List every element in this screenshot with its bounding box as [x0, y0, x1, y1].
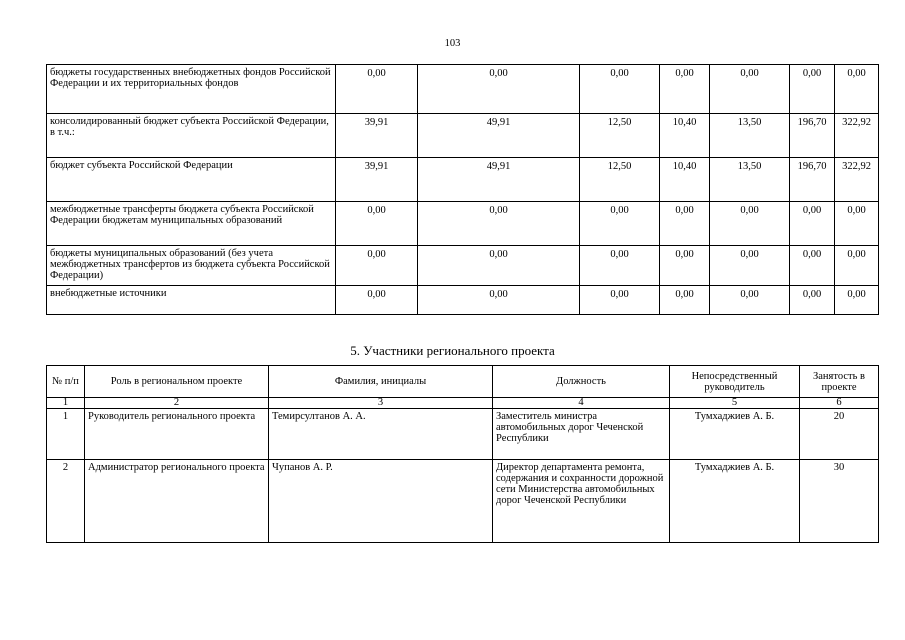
budget-value-cell: 0,00: [336, 65, 418, 114]
participant-position: Директор департамента ремонта, содержания и сохранности дорожной сети Министерства автомобильных дорог Чеченской Республики: [493, 460, 670, 543]
budget-value-cell: 0,00: [336, 202, 418, 246]
budget-value-cell: 322,92: [835, 158, 879, 202]
participant-name: Темирсултанов А. А.: [269, 409, 493, 460]
budget-value-cell: 0,00: [580, 286, 660, 315]
budget-value-cell: 10,40: [660, 114, 710, 158]
budget-value-cell: 0,00: [790, 202, 835, 246]
budget-value-cell: 0,00: [418, 246, 580, 286]
participant-role: Руководитель регионального проекта: [85, 409, 269, 460]
budget-row-label: бюджеты муниципальных образований (без учета межбюджетных трансфертов из бюджета субъекта Российской Федерации): [47, 246, 336, 286]
participant-role: Администратор регионального проекта: [85, 460, 269, 543]
column-number: 6: [800, 398, 879, 409]
budget-value-cell: 0,00: [418, 65, 580, 114]
budget-value-cell: 10,40: [660, 158, 710, 202]
budget-value-cell: 0,00: [835, 202, 879, 246]
budget-value-cell: 0,00: [580, 246, 660, 286]
column-number: 4: [493, 398, 670, 409]
budget-row-label: внебюджетные источники: [47, 286, 336, 315]
budget-value-cell: 0,00: [835, 246, 879, 286]
column-number: 5: [670, 398, 800, 409]
budget-value-cell: 0,00: [336, 286, 418, 315]
column-number: 2: [85, 398, 269, 409]
budget-value-cell: 0,00: [660, 246, 710, 286]
section-title: 5. Участники регионального проекта: [350, 343, 555, 358]
budget-value-cell: 0,00: [660, 65, 710, 114]
budget-value-cell: 0,00: [835, 65, 879, 114]
budget-value-cell: 0,00: [790, 65, 835, 114]
participant-manager: Тумхаджиев А. Б.: [670, 409, 800, 460]
budget-value-cell: 39,91: [336, 114, 418, 158]
budget-value-cell: 322,92: [835, 114, 879, 158]
column-header: Непосредственный руководитель: [670, 366, 800, 398]
budget-row: [47, 286, 879, 315]
budget-value-cell: 0,00: [580, 202, 660, 246]
budget-value-cell: 0,00: [710, 65, 790, 114]
participant-load: 20: [800, 409, 879, 460]
budget-value-cell: 0,00: [660, 286, 710, 315]
budget-value-cell: 0,00: [790, 286, 835, 315]
budget-row-label: бюджет субъекта Российской Федерации: [47, 158, 336, 202]
budget-value-cell: 13,50: [710, 114, 790, 158]
budget-value-cell: 196,70: [790, 114, 835, 158]
budget-row-label: межбюджетные трансферты бюджета субъекта Российской Федерации бюджетам муниципальных образований: [47, 202, 336, 246]
participant-position: Заместитель министра автомобильных дорог Чеченской Республики: [493, 409, 670, 460]
column-number: 1: [47, 398, 85, 409]
budget-value-cell: 12,50: [580, 114, 660, 158]
budget-value-cell: 0,00: [418, 202, 580, 246]
budget-row: [47, 65, 879, 114]
budget-row-label: бюджеты государственных внебюджетных фондов Российской Федерации и их территориальных фондов: [47, 65, 336, 114]
page-number: 103: [444, 38, 461, 49]
column-header: Фамилия, инициалы: [269, 366, 493, 398]
budget-value-cell: 0,00: [710, 246, 790, 286]
budget-row: [47, 202, 879, 246]
budget-row: [47, 114, 879, 158]
participant-manager: Тумхаджиев А. Б.: [670, 460, 800, 543]
budget-row: [47, 246, 879, 286]
budget-value-cell: 49,91: [418, 114, 580, 158]
participant-number: 2: [47, 460, 85, 543]
budget-value-cell: 0,00: [710, 286, 790, 315]
budget-value-cell: 39,91: [336, 158, 418, 202]
participant-name: Чупанов А. Р.: [269, 460, 493, 543]
column-header: Занятость в проекте: [800, 366, 879, 398]
column-header: № п/п: [47, 366, 85, 398]
budget-value-cell: 13,50: [710, 158, 790, 202]
budget-value-cell: 0,00: [660, 202, 710, 246]
budget-value-cell: 0,00: [710, 202, 790, 246]
budget-value-cell: 49,91: [418, 158, 580, 202]
column-header: Должность: [493, 366, 670, 398]
budget-value-cell: 12,50: [580, 158, 660, 202]
budget-row-label: консолидированный бюджет субъекта Российской Федерации, в т.ч.:: [47, 114, 336, 158]
budget-value-cell: 0,00: [580, 65, 660, 114]
budget-value-cell: 196,70: [790, 158, 835, 202]
column-number-row: [47, 398, 879, 409]
budget-value-cell: 0,00: [336, 246, 418, 286]
budget-value-cell: 0,00: [790, 246, 835, 286]
participant-row: [47, 460, 879, 543]
column-header: Роль в региональном проекте: [85, 366, 269, 398]
budget-value-cell: 0,00: [835, 286, 879, 315]
participants-header-row: [47, 366, 879, 398]
participants-table: [46, 365, 879, 543]
budget-value-cell: 0,00: [418, 286, 580, 315]
participant-number: 1: [47, 409, 85, 460]
column-number: 3: [269, 398, 493, 409]
participant-load: 30: [800, 460, 879, 543]
participant-row: [47, 409, 879, 460]
budget-table: [46, 64, 879, 315]
budget-row: [47, 158, 879, 202]
